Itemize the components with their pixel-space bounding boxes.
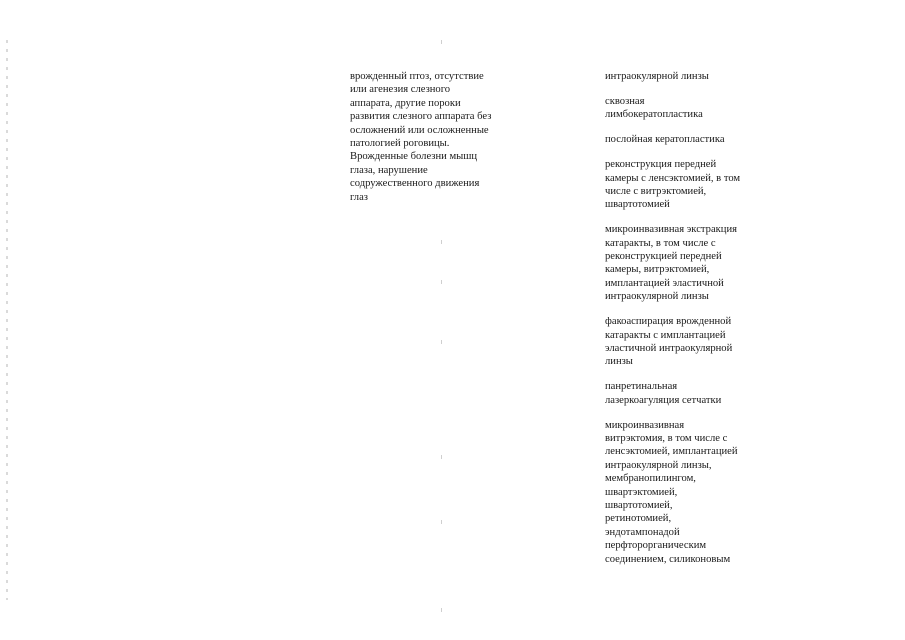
treatment-line: витрэктомия, в том числе с: [605, 433, 728, 445]
treatment-entry: [605, 70, 785, 83]
scan-dot: [441, 280, 442, 284]
scan-dot: [441, 340, 442, 344]
treatment-line: интраокулярной линзы: [605, 291, 709, 303]
treatment-line: интраокулярной линзы: [605, 71, 709, 82]
treatment-line: швартотомией: [605, 199, 670, 211]
treatment-line: реконструкцией передней: [605, 251, 722, 263]
treatment-line: мембранопилингом,: [605, 473, 696, 485]
diagnosis-line: осложнений или осложненные: [350, 124, 489, 136]
treatment-entry: [605, 419, 785, 566]
treatment-line: камеры, витрэктомией,: [605, 264, 710, 276]
scan-dot: [441, 40, 442, 44]
treatment-entry: [605, 380, 785, 407]
diagnosis-line: содружественного движения: [350, 178, 480, 190]
treatment-line: катаракты, в том числе с: [605, 237, 716, 249]
diagnosis-line: врожденный птоз, отсутствие: [350, 71, 484, 82]
treatment-line: микроинвазивная: [605, 419, 685, 431]
treatment-line: швартотомией,: [605, 500, 673, 512]
treatment-line: числе с витрэктомией,: [605, 185, 707, 197]
diagnosis-line: развития слезного аппарата без: [350, 111, 492, 123]
treatment-line: факоаспирация врожденной: [605, 316, 732, 328]
treatment-line: линзы: [605, 356, 633, 368]
diagnosis-line: глаз: [350, 191, 368, 203]
scan-edge-artifact: [6, 40, 8, 600]
treatment-entry: [605, 315, 785, 369]
treatment-column: [605, 70, 785, 578]
treatment-entry: [605, 95, 785, 122]
treatment-entry: [605, 158, 785, 212]
diagnosis-line: аппарата, другие пороки: [350, 97, 461, 109]
treatment-line: катаракты с имплантацией: [605, 329, 726, 341]
diagnosis-line: или агенезия слезного: [350, 84, 451, 96]
treatment-line: эндотампонадой: [605, 526, 680, 538]
treatment-entry: [605, 223, 785, 303]
treatment-entry: [605, 133, 785, 146]
scan-dot: [441, 520, 442, 524]
treatment-line: соединением, силиконовым: [605, 553, 731, 565]
scan-dot: [441, 608, 442, 612]
diagnosis-column: [350, 70, 520, 204]
treatment-line: лазеркоагуляция сетчатки: [605, 394, 722, 406]
diagnosis-line: глаза, нарушение: [350, 164, 428, 176]
treatment-line: панретинальная: [605, 381, 678, 393]
treatment-line: камеры с ленсэктомией, в том: [605, 172, 741, 184]
treatment-line: сквозная: [605, 95, 645, 107]
treatment-line: микроинвазивная экстракция: [605, 224, 738, 236]
treatment-line: ленсэктомией, имплантацией: [605, 446, 738, 458]
treatment-line: ретинотомией,: [605, 513, 672, 525]
treatment-line: лимбокератопластика: [605, 109, 703, 121]
treatment-line: послойная кератопластика: [605, 134, 725, 146]
diagnosis-line: патологией роговицы.: [350, 138, 450, 150]
treatment-line: имплантацией эластичной: [605, 277, 724, 289]
scan-dot: [441, 240, 442, 244]
diagnosis-line: Врожденные болезни мышц: [350, 151, 478, 163]
scan-dot: [441, 455, 442, 459]
treatment-line: реконструкция передней: [605, 159, 717, 171]
treatment-line: интраокулярной линзы,: [605, 459, 712, 471]
treatment-line: эластичной интраокулярной: [605, 343, 733, 354]
treatment-line: швартэктомией,: [605, 486, 678, 498]
treatment-line: перфторорганическим: [605, 540, 707, 552]
